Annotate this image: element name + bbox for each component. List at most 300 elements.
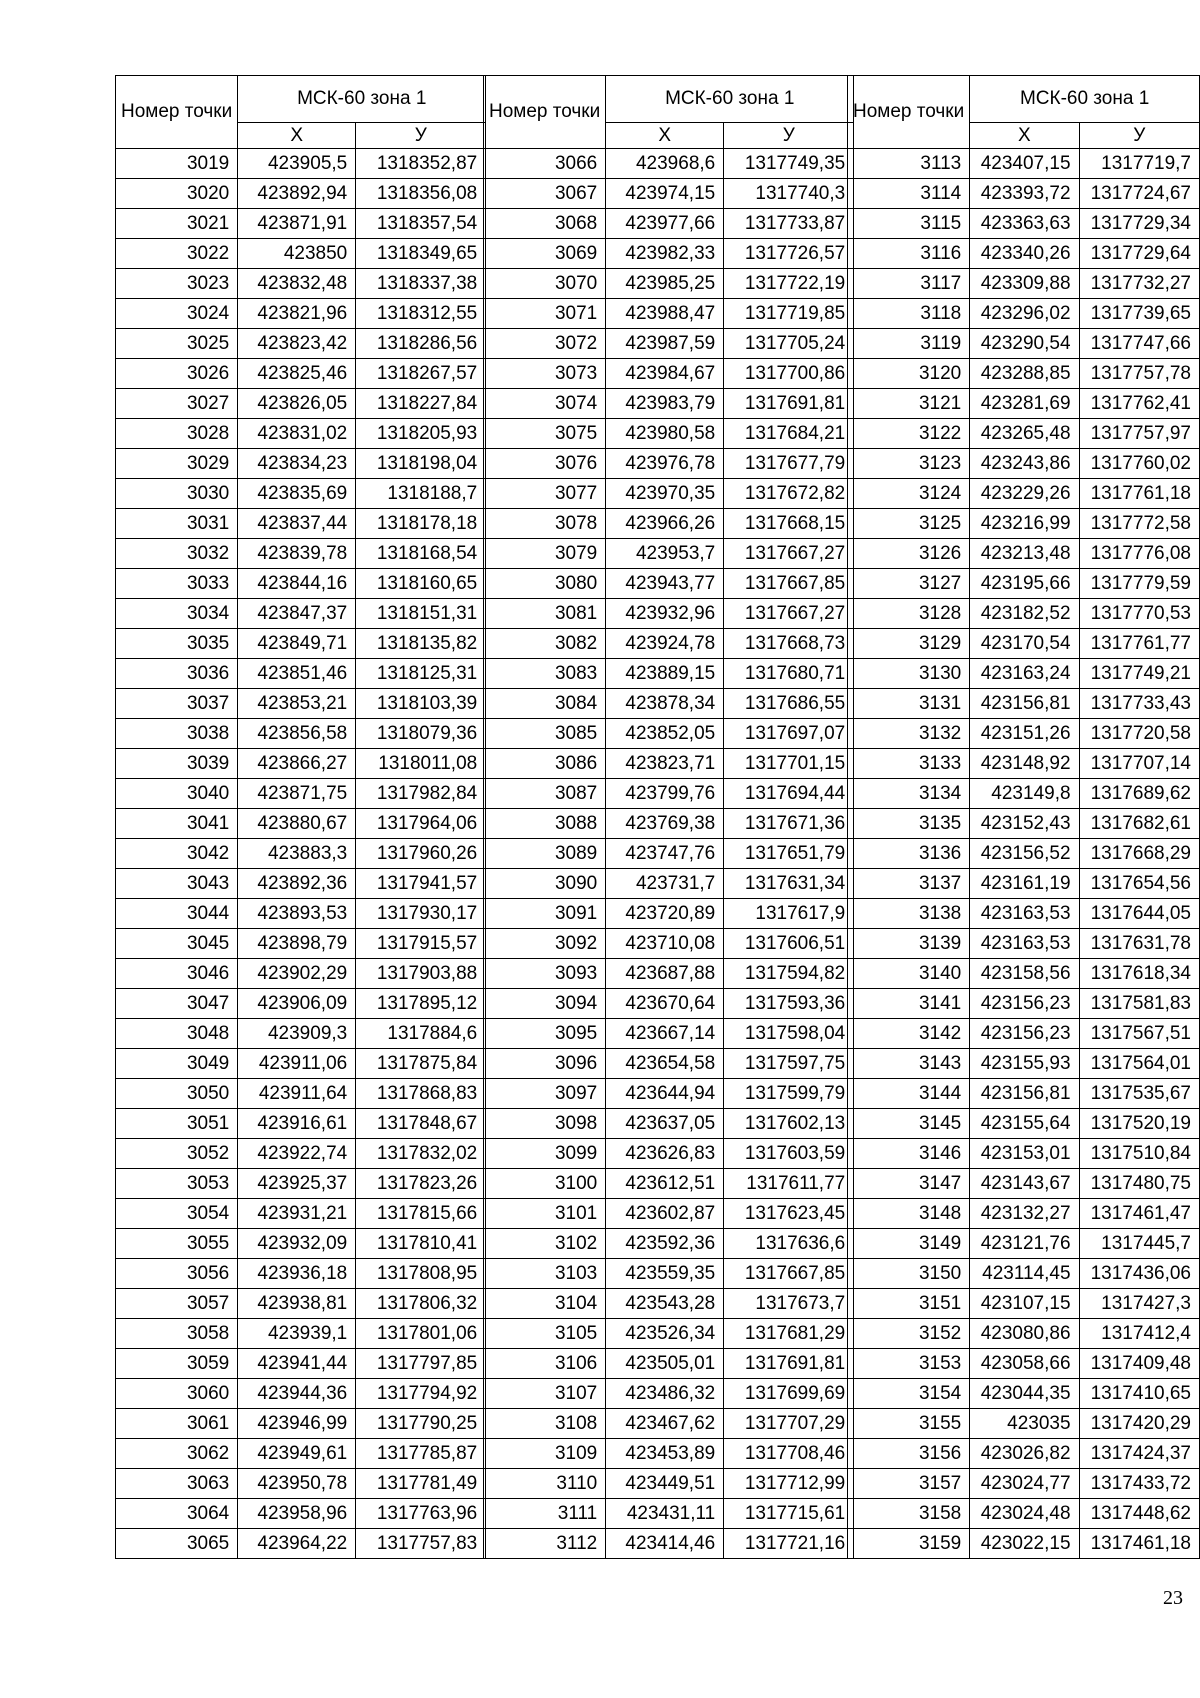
y-coordinate-cell: 1317726,57 [724, 239, 854, 269]
y-coordinate-cell: 1317779,59 [1079, 569, 1199, 599]
table-row [848, 1469, 1200, 1499]
table-row [848, 389, 1200, 419]
table-row [484, 749, 854, 779]
y-coordinate-cell: 1317644,05 [1079, 899, 1199, 929]
x-coordinate-cell: 423852,05 [606, 719, 724, 749]
y-coordinate-cell: 1317982,84 [356, 779, 486, 809]
point-number-cell: 3028 [116, 419, 238, 449]
point-number-cell: 3077 [484, 479, 606, 509]
point-number-cell: 3019 [116, 149, 238, 179]
y-coordinate-cell: 1317681,29 [724, 1319, 854, 1349]
x-coordinate-cell: 423467,62 [606, 1409, 724, 1439]
y-coordinate-cell: 1317701,15 [724, 749, 854, 779]
y-coordinate-cell: 1317733,43 [1079, 689, 1199, 719]
y-coordinate-cell: 1317964,06 [356, 809, 486, 839]
point-number-cell: 3095 [484, 1019, 606, 1049]
point-number-cell: 3149 [848, 1229, 970, 1259]
point-number-cell: 3052 [116, 1139, 238, 1169]
table-row [848, 809, 1200, 839]
point-number-cell: 3116 [848, 239, 970, 269]
y-coordinate-cell: 1318356,08 [356, 179, 486, 209]
table-row [484, 269, 854, 299]
x-coordinate-cell: 423559,35 [606, 1259, 724, 1289]
table-row [848, 1499, 1200, 1529]
table-row [484, 389, 854, 419]
x-coordinate-cell: 423156,52 [970, 839, 1079, 869]
y-coordinate-cell: 1317631,78 [1079, 929, 1199, 959]
table-row [848, 839, 1200, 869]
point-number-cell: 3073 [484, 359, 606, 389]
x-coordinate-cell: 423526,34 [606, 1319, 724, 1349]
point-number-cell: 3048 [116, 1019, 238, 1049]
table-row [484, 449, 854, 479]
table-row [484, 1139, 854, 1169]
table-row [848, 1409, 1200, 1439]
coordinate-system-header: МСК-60 зона 1 [970, 76, 1200, 123]
point-number-cell: 3136 [848, 839, 970, 869]
y-coordinate-cell: 1317689,62 [1079, 779, 1199, 809]
y-coordinate-cell: 1317762,41 [1079, 389, 1199, 419]
x-coordinate-cell: 423966,26 [606, 509, 724, 539]
y-coordinate-cell: 1317461,47 [1079, 1199, 1199, 1229]
table-row [848, 629, 1200, 659]
table-row [848, 779, 1200, 809]
table-row [116, 779, 486, 809]
y-coordinate-cell: 1317797,85 [356, 1349, 486, 1379]
y-coordinate-cell: 1317599,79 [724, 1079, 854, 1109]
y-coordinate-cell: 1317722,19 [724, 269, 854, 299]
y-coordinate-cell: 1317729,34 [1079, 209, 1199, 239]
table-row [848, 989, 1200, 1019]
y-coordinate-cell: 1317448,62 [1079, 1499, 1199, 1529]
point-number-cell: 3138 [848, 899, 970, 929]
table-row [484, 1409, 854, 1439]
point-number-cell: 3058 [116, 1319, 238, 1349]
y-coordinate-cell: 1317719,85 [724, 299, 854, 329]
point-number-cell: 3033 [116, 569, 238, 599]
x-coordinate-cell: 423832,48 [238, 269, 356, 299]
y-coordinate-cell: 1317631,34 [724, 869, 854, 899]
x-coordinate-cell: 423950,78 [238, 1469, 356, 1499]
y-coordinate-cell: 1317810,41 [356, 1229, 486, 1259]
y-coordinate-cell: 1317667,85 [724, 569, 854, 599]
x-coordinate-cell: 423453,89 [606, 1439, 724, 1469]
y-coordinate-cell: 1317668,29 [1079, 839, 1199, 869]
x-coordinate-cell: 423982,33 [606, 239, 724, 269]
x-coordinate-cell: 423892,94 [238, 179, 356, 209]
x-coordinate-cell: 423799,76 [606, 779, 724, 809]
table-row [116, 899, 486, 929]
point-number-cell: 3157 [848, 1469, 970, 1499]
y-coordinate-cell: 1317684,21 [724, 419, 854, 449]
x-coordinate-cell: 423670,64 [606, 989, 724, 1019]
x-coordinate-cell: 423288,85 [970, 359, 1079, 389]
x-coordinate-cell: 423839,78 [238, 539, 356, 569]
y-coordinate-cell: 1317598,04 [724, 1019, 854, 1049]
point-number-cell: 3134 [848, 779, 970, 809]
point-number-cell: 3139 [848, 929, 970, 959]
point-number-cell: 3076 [484, 449, 606, 479]
y-coordinate-cell: 1317763,96 [356, 1499, 486, 1529]
x-coordinate-cell: 423637,05 [606, 1109, 724, 1139]
coordinate-system-header: МСК-60 зона 1 [238, 76, 486, 123]
table-row [116, 1529, 486, 1559]
x-coordinate-cell: 423195,66 [970, 569, 1079, 599]
y-coordinate-cell: 1317915,57 [356, 929, 486, 959]
coordinate-system-header: МСК-60 зона 1 [606, 76, 854, 123]
point-number-cell: 3102 [484, 1229, 606, 1259]
table-row [484, 959, 854, 989]
table-row [484, 839, 854, 869]
table-row [484, 989, 854, 1019]
x-coordinate-cell: 423883,3 [238, 839, 356, 869]
point-number-cell: 3097 [484, 1079, 606, 1109]
point-number-cell: 3146 [848, 1139, 970, 1169]
table-row [484, 479, 854, 509]
table-row [484, 899, 854, 929]
x-coordinate-cell: 423720,89 [606, 899, 724, 929]
table-row [484, 1349, 854, 1379]
table-row [484, 1229, 854, 1259]
table-row [116, 269, 486, 299]
point-number-cell: 3023 [116, 269, 238, 299]
y-header: У [724, 123, 854, 149]
y-coordinate-cell: 1317868,83 [356, 1079, 486, 1109]
x-coordinate-cell: 423898,79 [238, 929, 356, 959]
table-row [848, 1139, 1200, 1169]
y-coordinate-cell: 1317564,01 [1079, 1049, 1199, 1079]
point-number-cell: 3056 [116, 1259, 238, 1289]
point-number-cell: 3100 [484, 1169, 606, 1199]
table-row [484, 419, 854, 449]
x-coordinate-cell: 423974,15 [606, 179, 724, 209]
table-row [484, 869, 854, 899]
y-coordinate-cell: 1317794,92 [356, 1379, 486, 1409]
y-coordinate-cell: 1317480,75 [1079, 1169, 1199, 1199]
table-row [484, 1469, 854, 1499]
y-coordinate-cell: 1318352,87 [356, 149, 486, 179]
point-number-cell: 3159 [848, 1529, 970, 1559]
x-coordinate-cell: 423281,69 [970, 389, 1079, 419]
x-coordinate-cell: 423731,7 [606, 869, 724, 899]
point-number-cell: 3113 [848, 149, 970, 179]
y-coordinate-cell: 1317412,4 [1079, 1319, 1199, 1349]
y-coordinate-cell: 1317785,87 [356, 1439, 486, 1469]
y-coordinate-cell: 1317895,12 [356, 989, 486, 1019]
point-number-cell: 3098 [484, 1109, 606, 1139]
y-coordinate-cell: 1317668,73 [724, 629, 854, 659]
x-coordinate-cell: 423163,53 [970, 899, 1079, 929]
point-number-cell: 3039 [116, 749, 238, 779]
table-row [848, 299, 1200, 329]
point-number-cell: 3075 [484, 419, 606, 449]
point-number-cell: 3083 [484, 659, 606, 689]
y-coordinate-cell: 1317668,15 [724, 509, 854, 539]
y-coordinate-cell: 1317694,44 [724, 779, 854, 809]
x-coordinate-cell: 423058,66 [970, 1349, 1079, 1379]
table-row [116, 869, 486, 899]
x-coordinate-cell: 423121,76 [970, 1229, 1079, 1259]
table-row [484, 929, 854, 959]
point-number-cell: 3092 [484, 929, 606, 959]
table-row [116, 1229, 486, 1259]
x-coordinate-cell: 423983,79 [606, 389, 724, 419]
x-coordinate-cell: 423849,71 [238, 629, 356, 659]
table-row [116, 989, 486, 1019]
table-row [848, 899, 1200, 929]
y-coordinate-cell: 1317760,02 [1079, 449, 1199, 479]
y-coordinate-cell: 1317436,06 [1079, 1259, 1199, 1289]
x-coordinate-cell: 423944,36 [238, 1379, 356, 1409]
table-row [116, 689, 486, 719]
y-coordinate-cell: 1317715,61 [724, 1499, 854, 1529]
point-number-cell: 3115 [848, 209, 970, 239]
point-number-cell: 3079 [484, 539, 606, 569]
table-row [484, 1529, 854, 1559]
y-coordinate-cell: 1318188,7 [356, 479, 486, 509]
point-number-cell: 3096 [484, 1049, 606, 1079]
point-number-cell: 3087 [484, 779, 606, 809]
x-coordinate-cell: 423543,28 [606, 1289, 724, 1319]
y-coordinate-cell: 1317700,86 [724, 359, 854, 389]
table-row [848, 659, 1200, 689]
point-number-cell: 3069 [484, 239, 606, 269]
point-number-cell: 3142 [848, 1019, 970, 1049]
table-row [116, 599, 486, 629]
table-body [116, 149, 486, 1559]
point-number-cell: 3054 [116, 1199, 238, 1229]
table-row [116, 359, 486, 389]
x-coordinate-cell: 423949,61 [238, 1439, 356, 1469]
table-row [848, 1319, 1200, 1349]
y-coordinate-cell: 1317623,45 [724, 1199, 854, 1229]
x-coordinate-cell: 423407,15 [970, 149, 1079, 179]
x-coordinate-cell: 423984,67 [606, 359, 724, 389]
point-number-cell: 3135 [848, 809, 970, 839]
table-row [484, 509, 854, 539]
table-row [484, 659, 854, 689]
x-coordinate-cell: 423943,77 [606, 569, 724, 599]
table-row [484, 629, 854, 659]
point-number-header: Номер точки [484, 76, 606, 149]
point-number-cell: 3051 [116, 1109, 238, 1139]
y-coordinate-cell: 1317654,56 [1079, 869, 1199, 899]
y-coordinate-cell: 1317875,84 [356, 1049, 486, 1079]
coordinates-table-3 [847, 75, 1200, 1559]
y-coordinate-cell: 1318312,55 [356, 299, 486, 329]
y-coordinate-cell: 1317801,06 [356, 1319, 486, 1349]
table-row [848, 269, 1200, 299]
table-row [116, 389, 486, 419]
y-coordinate-cell: 1317806,32 [356, 1289, 486, 1319]
y-coordinate-cell: 1317749,35 [724, 149, 854, 179]
y-coordinate-cell: 1318349,65 [356, 239, 486, 269]
y-coordinate-cell: 1318125,31 [356, 659, 486, 689]
point-number-cell: 3036 [116, 659, 238, 689]
table-row [848, 749, 1200, 779]
y-coordinate-cell: 1318079,36 [356, 719, 486, 749]
point-number-cell: 3032 [116, 539, 238, 569]
y-header: У [1079, 123, 1199, 149]
table-row [484, 1079, 854, 1109]
point-number-cell: 3150 [848, 1259, 970, 1289]
table-row [116, 959, 486, 989]
point-number-cell: 3158 [848, 1499, 970, 1529]
y-coordinate-cell: 1317732,27 [1079, 269, 1199, 299]
y-coordinate-cell: 1317761,77 [1079, 629, 1199, 659]
table-row [848, 209, 1200, 239]
x-coordinate-cell: 423687,88 [606, 959, 724, 989]
point-number-cell: 3067 [484, 179, 606, 209]
y-coordinate-cell: 1317602,13 [724, 1109, 854, 1139]
point-number-cell: 3034 [116, 599, 238, 629]
point-number-cell: 3129 [848, 629, 970, 659]
x-coordinate-cell: 423826,05 [238, 389, 356, 419]
y-coordinate-cell: 1317671,36 [724, 809, 854, 839]
table-row [116, 299, 486, 329]
x-coordinate-cell: 423916,61 [238, 1109, 356, 1139]
point-number-cell: 3089 [484, 839, 606, 869]
point-number-cell: 3050 [116, 1079, 238, 1109]
table-row [484, 239, 854, 269]
table-row [116, 1439, 486, 1469]
x-coordinate-cell: 423931,21 [238, 1199, 356, 1229]
point-number-cell: 3053 [116, 1169, 238, 1199]
point-number-cell: 3080 [484, 569, 606, 599]
table-row [116, 179, 486, 209]
point-number-cell: 3121 [848, 389, 970, 419]
x-coordinate-cell: 423158,56 [970, 959, 1079, 989]
point-number-cell: 3070 [484, 269, 606, 299]
point-number-cell: 3101 [484, 1199, 606, 1229]
table-row [848, 1079, 1200, 1109]
x-coordinate-cell: 423853,21 [238, 689, 356, 719]
x-coordinate-cell: 423968,6 [606, 149, 724, 179]
point-number-cell: 3041 [116, 809, 238, 839]
x-coordinate-cell: 423363,63 [970, 209, 1079, 239]
y-coordinate-cell: 1318168,54 [356, 539, 486, 569]
point-number-cell: 3094 [484, 989, 606, 1019]
point-number-cell: 3107 [484, 1379, 606, 1409]
x-coordinate-cell: 423449,51 [606, 1469, 724, 1499]
table-row [116, 1139, 486, 1169]
x-coordinate-cell: 423644,94 [606, 1079, 724, 1109]
point-number-cell: 3108 [484, 1409, 606, 1439]
x-coordinate-cell: 423243,86 [970, 449, 1079, 479]
point-number-cell: 3025 [116, 329, 238, 359]
x-coordinate-cell: 423024,48 [970, 1499, 1079, 1529]
x-header: Х [238, 123, 356, 149]
point-number-cell: 3072 [484, 329, 606, 359]
x-coordinate-cell: 423414,46 [606, 1529, 724, 1559]
table-row [116, 1409, 486, 1439]
table-row [484, 1289, 854, 1319]
y-coordinate-cell: 1317823,26 [356, 1169, 486, 1199]
y-coordinate-cell: 1317757,97 [1079, 419, 1199, 449]
y-coordinate-cell: 1317757,83 [356, 1529, 486, 1559]
x-coordinate-cell: 423866,27 [238, 749, 356, 779]
point-number-cell: 3111 [484, 1499, 606, 1529]
x-coordinate-cell: 423155,93 [970, 1049, 1079, 1079]
x-coordinate-cell: 423871,91 [238, 209, 356, 239]
point-number-cell: 3104 [484, 1289, 606, 1319]
x-coordinate-cell: 423114,45 [970, 1259, 1079, 1289]
point-number-cell: 3130 [848, 659, 970, 689]
x-coordinate-cell: 423153,01 [970, 1139, 1079, 1169]
table-row [848, 1169, 1200, 1199]
y-coordinate-cell: 1317781,49 [356, 1469, 486, 1499]
table-row [848, 329, 1200, 359]
y-coordinate-cell: 1317686,55 [724, 689, 854, 719]
table-row [484, 599, 854, 629]
x-coordinate-cell: 423182,52 [970, 599, 1079, 629]
y-coordinate-cell: 1317677,79 [724, 449, 854, 479]
y-coordinate-cell: 1317409,48 [1079, 1349, 1199, 1379]
x-coordinate-cell: 423911,06 [238, 1049, 356, 1079]
x-coordinate-cell: 423938,81 [238, 1289, 356, 1319]
x-coordinate-cell: 423892,36 [238, 869, 356, 899]
x-coordinate-cell: 423823,71 [606, 749, 724, 779]
x-coordinate-cell: 423156,23 [970, 1019, 1079, 1049]
x-coordinate-cell: 423229,26 [970, 479, 1079, 509]
table-row [116, 149, 486, 179]
x-header: Х [970, 123, 1079, 149]
point-number-cell: 3042 [116, 839, 238, 869]
x-coordinate-cell: 423825,46 [238, 359, 356, 389]
table-row [116, 239, 486, 269]
table-row [116, 1079, 486, 1109]
point-number-cell: 3122 [848, 419, 970, 449]
y-coordinate-cell: 1318160,65 [356, 569, 486, 599]
x-coordinate-cell: 423149,8 [970, 779, 1079, 809]
x-coordinate-cell: 423747,76 [606, 839, 724, 869]
table-row [116, 719, 486, 749]
x-coordinate-cell: 423022,15 [970, 1529, 1079, 1559]
point-number-cell: 3099 [484, 1139, 606, 1169]
point-number-cell: 3155 [848, 1409, 970, 1439]
table-row [484, 1019, 854, 1049]
table-row [116, 1379, 486, 1409]
table-body [484, 149, 854, 1559]
x-coordinate-cell: 423710,08 [606, 929, 724, 959]
table-row [116, 1109, 486, 1139]
x-coordinate-cell: 423878,34 [606, 689, 724, 719]
point-number-cell: 3086 [484, 749, 606, 779]
table-row [484, 809, 854, 839]
table-row [848, 1199, 1200, 1229]
x-coordinate-cell: 423850 [238, 239, 356, 269]
x-coordinate-cell: 423932,09 [238, 1229, 356, 1259]
y-coordinate-cell: 1317761,18 [1079, 479, 1199, 509]
y-coordinate-cell: 1317808,95 [356, 1259, 486, 1289]
coordinates-table-2 [483, 75, 854, 1559]
point-number-cell: 3063 [116, 1469, 238, 1499]
y-coordinate-cell: 1317410,65 [1079, 1379, 1199, 1409]
x-coordinate-cell: 423654,58 [606, 1049, 724, 1079]
x-coordinate-cell: 423143,67 [970, 1169, 1079, 1199]
table-row [848, 869, 1200, 899]
y-coordinate-cell: 1317815,66 [356, 1199, 486, 1229]
table-row [848, 1109, 1200, 1139]
y-coordinate-cell: 1317941,57 [356, 869, 486, 899]
table-row [116, 569, 486, 599]
y-coordinate-cell: 1317651,79 [724, 839, 854, 869]
y-coordinate-cell: 1317707,29 [724, 1409, 854, 1439]
point-number-cell: 3038 [116, 719, 238, 749]
x-coordinate-cell: 423987,59 [606, 329, 724, 359]
x-coordinate-cell: 423936,18 [238, 1259, 356, 1289]
point-number-cell: 3078 [484, 509, 606, 539]
